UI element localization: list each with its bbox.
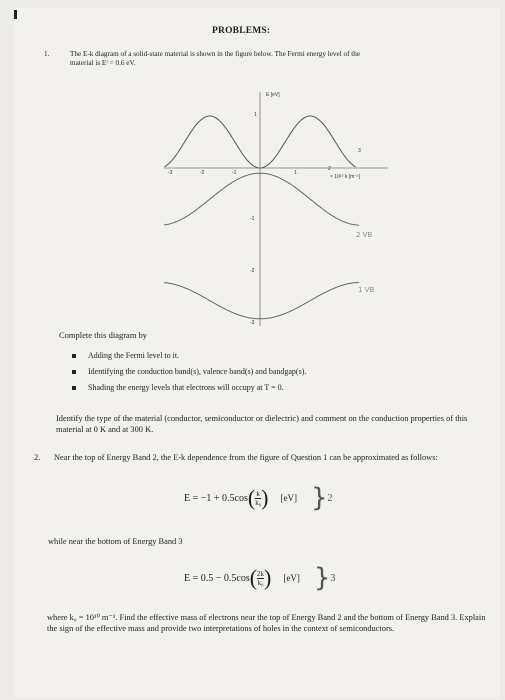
question-2-text <box>34 452 494 463</box>
bullet-icon <box>72 354 76 358</box>
identify-paragraph: Identify the type of the material (conductor, semiconductor or dielectric) and comment on the conduction properties of this material at 0 K and at 300 K. <box>56 414 468 434</box>
right-paren: ) <box>261 485 269 510</box>
left-paren: ( <box>247 485 256 510</box>
x-tick-3: 3 <box>358 148 361 154</box>
handwritten-note-band2: 2 VB <box>356 231 373 239</box>
y-tick-neg2: -2 <box>250 268 255 274</box>
x-tick-neg2: -2 <box>200 170 205 176</box>
x-axis-label: × 10¹⁰ k [m⁻¹] <box>330 174 361 180</box>
page-edge-mark <box>14 10 17 19</box>
instruction-item <box>72 380 306 396</box>
fraction-denominator: k₀ <box>257 578 264 587</box>
x-tick-1: 1 <box>294 170 297 176</box>
x-tick-2: 2 <box>328 166 331 172</box>
instructions-list <box>72 348 306 396</box>
while-text: while near the bottom of Energy Band 3 <box>48 537 183 546</box>
y-tick-neg1: -1 <box>250 216 255 222</box>
instruction-text: Adding the Fermi level to it. <box>88 351 180 360</box>
x-tick-neg1: -1 <box>232 170 237 176</box>
handwritten-brace-icon: } <box>313 563 331 593</box>
fraction-denominator: k₀ <box>255 498 262 507</box>
equation-1-unit: [eV] <box>280 493 297 503</box>
equation-1-lhs: E = −1 + 0.5cos <box>184 492 248 504</box>
equation-band-2 <box>184 483 333 513</box>
right-paren: ) <box>264 565 272 590</box>
handwritten-brace-icon: } <box>310 483 328 513</box>
y-tick-1: 1 <box>254 112 257 118</box>
instruction-item <box>72 364 306 380</box>
document-page <box>14 8 500 698</box>
equation-2-unit: [eV] <box>283 573 300 583</box>
question-2-number: 2. <box>34 453 41 462</box>
bullet-icon <box>72 386 76 390</box>
instruction-text: Shading the energy levels that electrons will occupy at T = 0. <box>88 383 284 392</box>
y-axis-label: E [eV] <box>266 92 280 98</box>
question-2-intro: Near the top of Energy Band 2, the E-k dependence from the figure of Question 1 can be approximated as follows: <box>54 453 438 462</box>
handwritten-note-3: 3 <box>330 572 336 584</box>
instruction-item <box>72 348 306 364</box>
left-paren: ( <box>249 565 258 590</box>
question-1-line-2: material is Eᶠ = 0.6 eV. <box>70 59 136 67</box>
handwritten-note-band1: 1 VB <box>358 286 375 294</box>
question-1-number: 1. <box>44 50 50 58</box>
page-title: PROBLEMS: <box>212 26 271 36</box>
instructions-heading: Complete this diagram by <box>59 330 148 340</box>
bullet-icon <box>72 370 76 374</box>
equation-band-3 <box>184 563 335 593</box>
instruction-text: Identifying the conduction band(s), valence band(s) and bandgap(s). <box>88 367 307 376</box>
energy-band-1-curve <box>164 282 359 318</box>
fraction-numerator: 2k <box>257 569 265 578</box>
handwritten-note-2: 2 <box>327 492 333 504</box>
energy-band-2-curve <box>164 173 359 225</box>
y-tick-neg3: -3 <box>250 320 255 326</box>
equation-2-lhs: E = 0.5 − 0.5cos <box>184 572 250 584</box>
ek-diagram <box>162 86 402 331</box>
fraction-numerator: k <box>256 489 260 498</box>
question-1-line-1: The E-k diagram of a solid-state material is shown in the figure below. The Fermi energy level of the <box>70 50 361 58</box>
equation-2-fraction <box>257 570 264 587</box>
x-tick-neg3: -3 <box>168 170 173 176</box>
where-paragraph: where k₀ = 10¹⁰ m⁻¹. Find the effective mass of electrons near the top of Energy Band 2 and the bottom of Energy Band 3. Explain the sign of the effective mass and provide two interpretations of holes in the context of semiconductors. <box>47 613 486 633</box>
question-1-text <box>44 50 474 68</box>
